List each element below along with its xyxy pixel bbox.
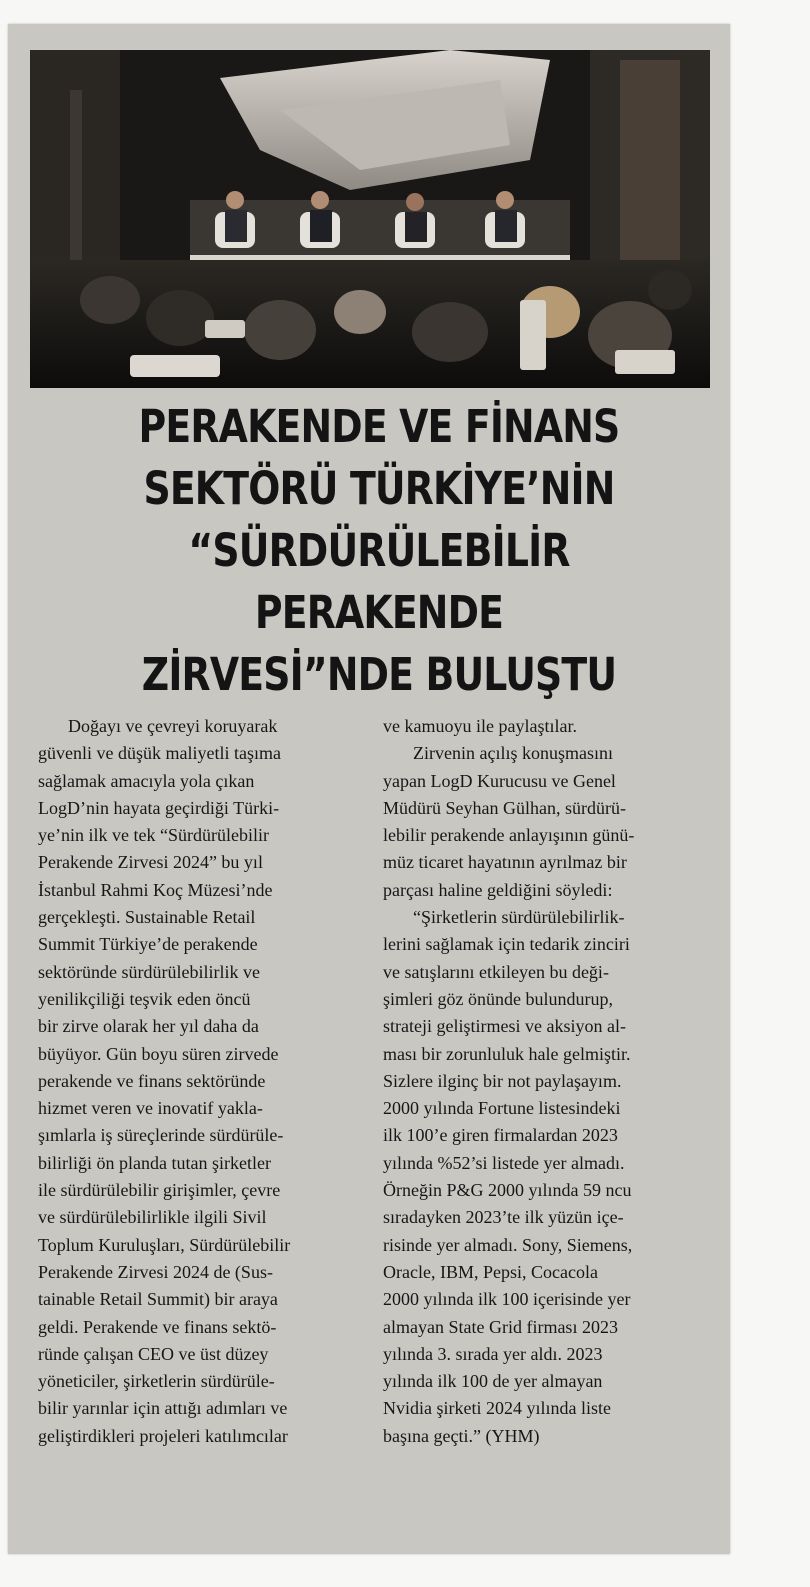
panel-stage-photo [30, 50, 710, 388]
event-photo [30, 50, 710, 388]
article-paragraph-1: Doğayı ve çevreyi koruyarak güvenli ve düşük maliyetli taşıma sağlamak amacıyla yola çıkan LogD’nin hayata geçirdiği Türki- ye’nin ilk ve tek “Sürdürülebilir Perakende Zirvesi 2024” bu yıl İstanbul Rahmi Koç Müzesi’nde gerçekleşti. Sustainable Retail Summit Türkiye’de perakende sektöründe sürdürülebilirlik ve yenilikçiliği teşvik eden öncü bir zirve olarak her yıl daha da büyüyor. Gün boyu süren zirvede perakende ve finans sektöründe hizmet veren ve inovatif yakla- şımlarla iş süreçlerinde sürdürüle- bilirliği ön planda tutan şirketler ile sürdürülebilir girişimler, çevre ve sürdürülebilirlikle ilgili Sivil Toplum Kuruluşları, Sürdürülebilir Perakende Zirvesi 2024 de (Sus- tainable Retail Summit) bir araya geldi. Perakende ve finans sektö- ründe çalışan CEO ve üst düzey yöneticiler, şirketlerin sürdürüle- bilir yarınlar için attığı adımları ve geliştirdikleri projeleri katılımcılar [38, 716, 291, 1446]
article-paragraph-continuation: ve kamuoyu ile paylaştılar. [383, 716, 577, 736]
headline-line-1: PERAKENDE VE FİNANS [138, 400, 620, 453]
headline-line-3: “SÜRDÜRÜLEBİLİR PERAKENDE [188, 524, 570, 639]
article-paragraph-2: Zirvenin açılış konuşmasını yapan LogD Kurucusu ve Genel Müdürü Seyhan Gülhan, sürdürü- lebilir perakende anlayışının günü- müz ticaret hayatının ayrılmaz bir parçası haline geldiğini söyledi: [383, 743, 635, 900]
article-column-right [383, 713, 713, 1450]
headline-line-2: SEKTÖRÜ TÜRKİYE’NİN [143, 462, 615, 515]
article-headline [98, 396, 661, 706]
article-column-left [38, 713, 376, 1450]
article-paragraph-3: “Şirketlerin sürdürülebilirlik- lerini sağlamak için tedarik zinciri ve satışlarını etkileyen bu deği- şimleri göz önünde bulundurup, strateji geliştirmesi ve aksiyon al- ması bir zorunluluk hale gelmiştir. Sizlere ilginç bir not paylaşayım. 2000 yılında Fortune listesindeki ilk 100’e giren firmalardan 2023 yılında %52’si listede yer almadı. Örneğin P&G 2000 yılında 59 ncu sıradayken 2023’te ilk yüzün içe- risinde yer almadı. Sony, Siemens, Oracle, IBM, Pepsi, Cocacola 2000 yılında ilk 100 içerisinde yer almayan State Grid firması 2023 yılında 3. sırada yer aldı. 2023 yılında ilk 100 de yer almayan Nvidia şirketi 2024 yılında liste başına geçti.” (YHM) [383, 907, 633, 1446]
headline-line-4: ZİRVESİ”NDE BULUŞTU [141, 648, 617, 701]
newspaper-clipping [8, 24, 730, 1554]
